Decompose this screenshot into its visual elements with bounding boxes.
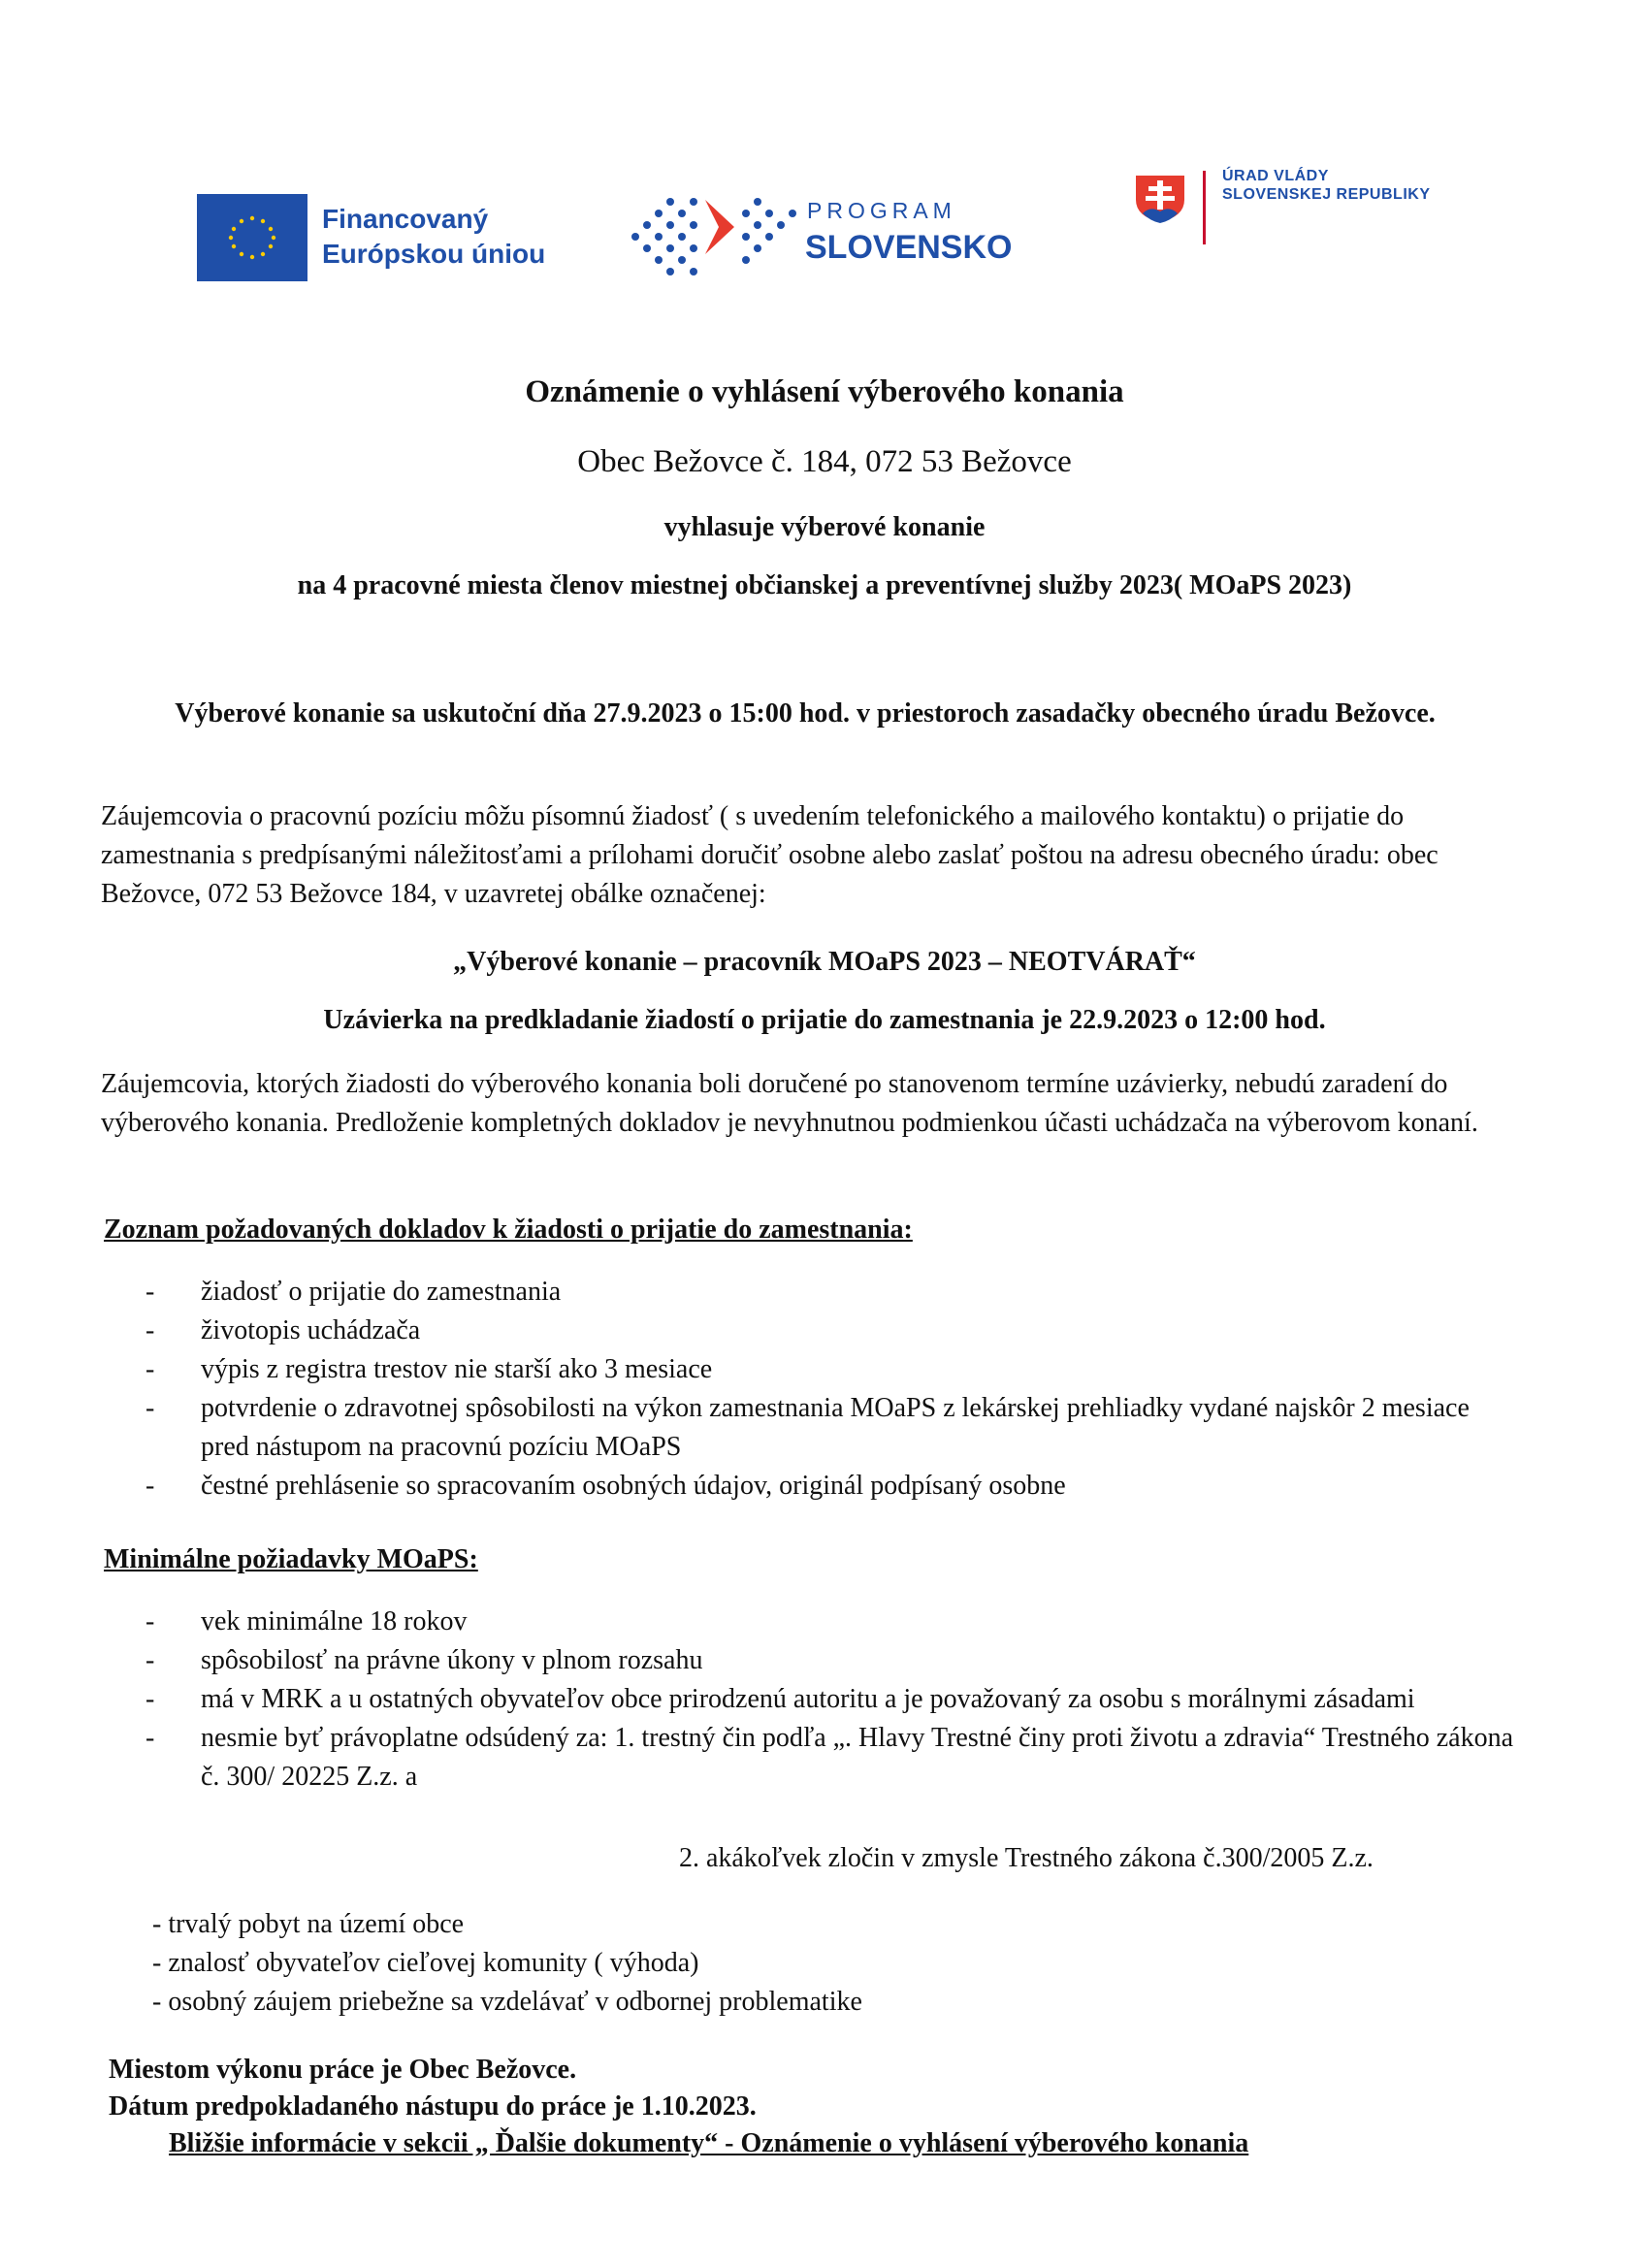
program-label: PROGRAM [807, 198, 956, 223]
deadline: Uzávierka na predkladanie žiadostí o prijatie do zamestnania je 22.9.2023 o 12:00 hod. [323, 1005, 1326, 1035]
selection-date: Výberové konanie sa uskutoční dňa 27.9.2023 o 15:00 hod. v priestoroch zasadačky obecného úradu Bežovce. [175, 698, 1436, 729]
requirements-list [146, 1603, 1523, 1797]
list-item [146, 1603, 1523, 1641]
application-instructions: Záujemcovia o pracovnú pozíciu môžu písomnú žiadosť ( s uvedením telefonického a mailového kontaktu) o prijatie do zamestnania s predpísanými náležitosťami a prílohami doručiť osobne alebo zaslať poštou na adresu obecného úradu: obec Bežovce, 072 53 Bežovce 184, v uzavretej obálke označenej: [101, 801, 1439, 909]
list-item [146, 1350, 1523, 1389]
list-marker: - [146, 1606, 155, 1636]
documents-list [146, 1273, 1523, 1506]
eu-label-line1: Financovaný [322, 204, 489, 234]
more-info-link[interactable]: Bližšie informácie v sekcii „ Ďalšie dokumenty“ - Oznámenie o vyhlásení výberového konania [169, 2128, 1249, 2158]
list-item [146, 1273, 1523, 1312]
positions-line: na 4 pracovné miesta členov miestnej občianskej a preventívnej služby 2023( MOaPS 2023) [297, 570, 1352, 600]
requirement-item: spôsobilosť na právne úkony v plnom rozsahu [201, 1645, 703, 1675]
urad-label-line2: SLOVENSKEJ REPUBLIKY [1222, 186, 1431, 203]
eu-funding-label [322, 202, 545, 272]
list-marker: - [146, 1315, 155, 1345]
list-marker: - [146, 1471, 155, 1501]
list-item [146, 1641, 1523, 1680]
eu-flag-icon [197, 194, 307, 281]
list-item [146, 1467, 1523, 1506]
document-item: čestné prehlásenie so spracovaním osobných údajov, originál podpísaný osobne [201, 1471, 1066, 1501]
requirements-heading: Minimálne požiadavky MOaPS: [104, 1544, 478, 1574]
envelope-label: „Výberové konanie – pracovník MOaPS 2023 – NEOTVÁRAŤ“ [453, 947, 1196, 977]
requirement-item: nesmie byť právoplatne odsúdený za: 1. trestný čin podľa „. Hlavy Trestné činy proti životu a zdravia“ Trestného zákona č. 300/ 20225 Z.z. a [201, 1723, 1514, 1792]
list-item [146, 1312, 1523, 1350]
work-place: Miestom výkonu práce je Obec Bežovce. [109, 2055, 577, 2085]
list-item [146, 1389, 1523, 1467]
list-item: - osobný záujem priebežne sa vzdelávať v odbornej problematike [152, 1987, 862, 2017]
requirement-item: vek minimálne 18 rokov [201, 1606, 468, 1636]
crime-clause-2: 2. akákoľvek zločin v zmysle Trestného zákona č.300/2005 Z.z. [679, 1843, 1374, 1873]
urad-vlady-label [1222, 167, 1430, 204]
list-item [146, 1719, 1523, 1797]
document-item: potvrdenie o zdravotnej spôsobilosti na výkon zamestnania MOaPS z lekárskej prehliadky vydané najskôr 2 mesiace pred nástupom na pracovnú pozíciu MOaPS [201, 1393, 1470, 1462]
document-item: výpis z registra trestov nie starší ako 3 mesiace [201, 1354, 713, 1384]
extra-requirements-list [152, 1905, 862, 2022]
program-slovensko-logo-icon [626, 190, 800, 283]
slovak-crest-icon [1131, 171, 1189, 225]
list-marker: - [146, 1684, 155, 1714]
list-marker: - [146, 1723, 155, 1753]
document-item: životopis uchádzača [201, 1315, 421, 1345]
eu-label-line2: Európskou úniou [322, 239, 546, 269]
document-item: žiadosť o prijatie do zamestnania [201, 1277, 562, 1307]
announcement-line: vyhlasuje výberové konanie [663, 512, 986, 542]
page-title: Oznámenie o vyhlásení výberového konania [525, 374, 1124, 409]
urad-label-line1: ÚRAD VLÁDY [1222, 168, 1329, 184]
divider [1203, 171, 1206, 244]
municipality-address: Obec Bežovce č. 184, 072 53 Bežovce [577, 444, 1072, 479]
list-item: - znalosť obyvateľov cieľovej komunity ( výhoda) [152, 1948, 699, 1978]
list-marker: - [146, 1645, 155, 1675]
list-marker: - [146, 1393, 155, 1423]
list-marker: - [146, 1354, 155, 1384]
list-item: - trvalý pobyt na území obce [152, 1909, 465, 1939]
list-marker: - [146, 1277, 155, 1307]
slovensko-label: SLOVENSKO [805, 229, 1013, 266]
late-submission-note: Záujemcovia, ktorých žiadosti do výberového konania boli doručené po stanovenom termíne uzávierky, nebudú zaradení do výberového konania. Predloženie kompletných dokladov je nevyhnutnou podmienkou účasti uchádzača na výberovom konaní. [101, 1069, 1478, 1138]
requirement-item: má v MRK a u ostatných obyvateľov obce prirodzenú autoritu a je považovaný za osobu s morálnymi zásadami [201, 1684, 1415, 1714]
list-item [146, 1680, 1523, 1719]
documents-heading: Zoznam požadovaných dokladov k žiadosti o prijatie do zamestnania: [104, 1215, 913, 1245]
start-date: Dátum predpokladaného nástupu do práce je 1.10.2023. [109, 2091, 757, 2122]
